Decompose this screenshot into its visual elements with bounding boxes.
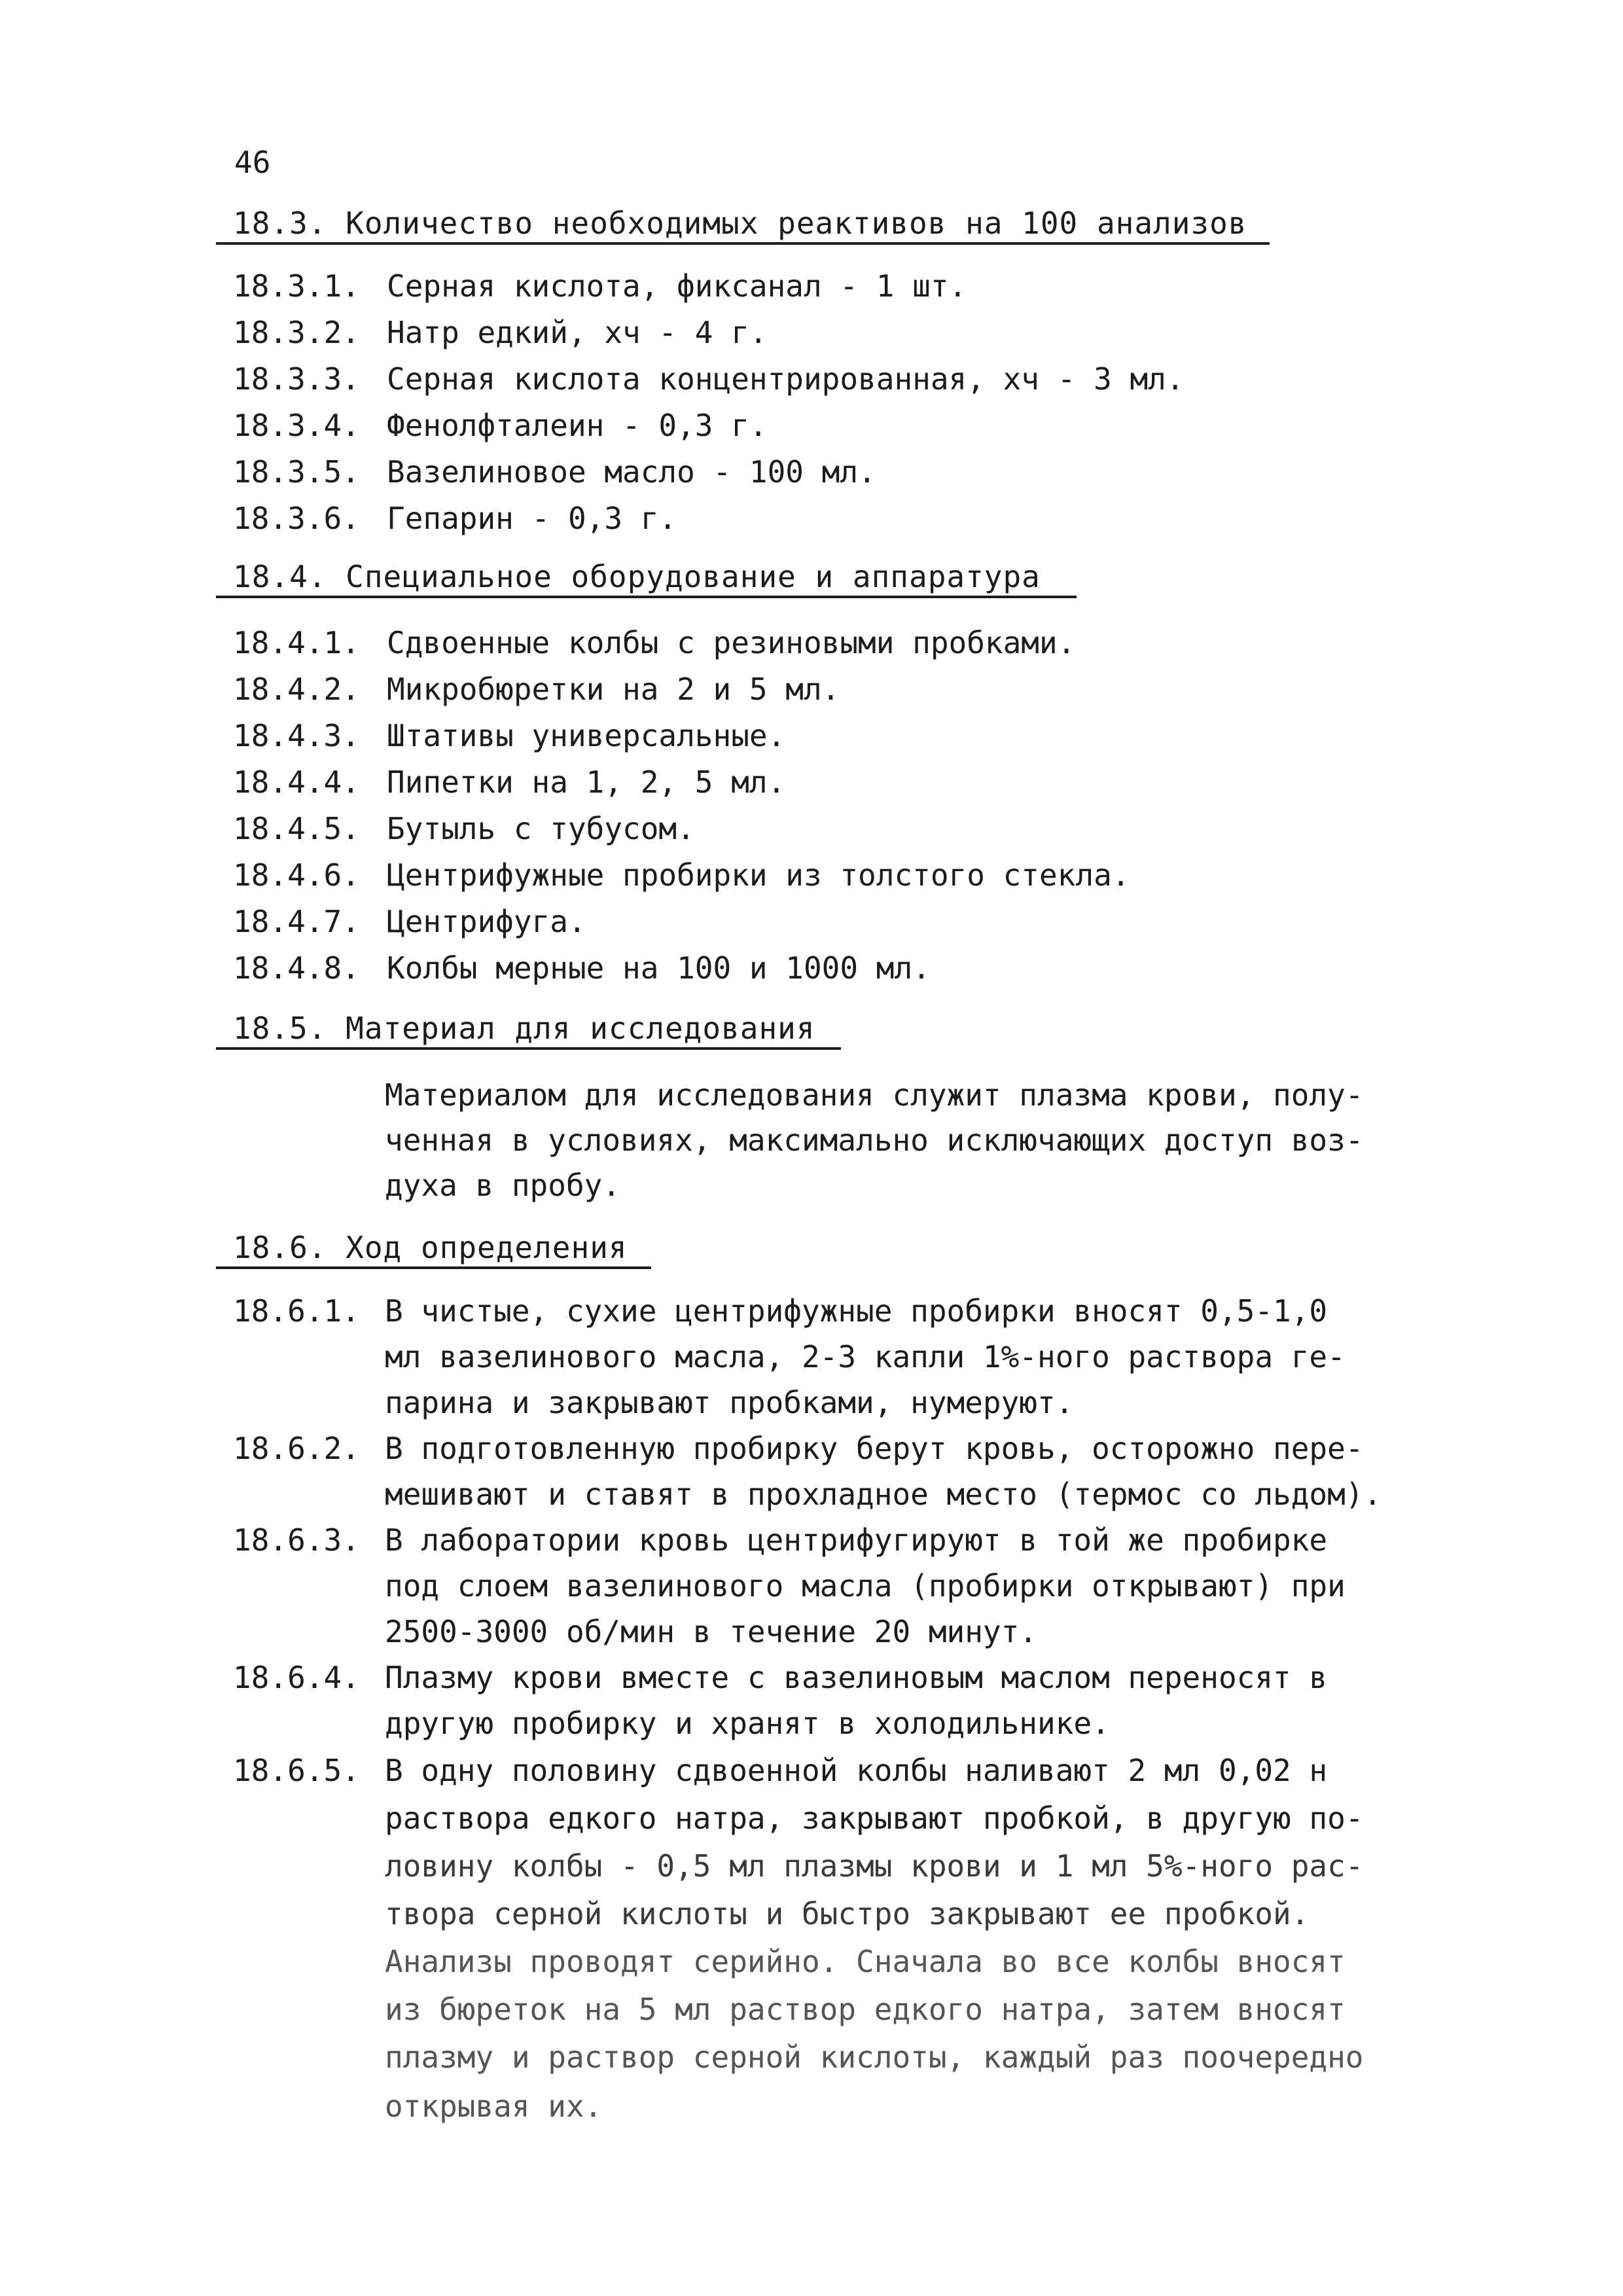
step-text-line: Плазму крови вместе с вазелиновым маслом переносят в [385,1660,1328,1695]
item-number: 18.4.1. [233,625,360,660]
item-text: Центрифужные пробирки из толстого стекла. [387,857,1130,893]
list-item [233,668,840,710]
item-number: 18.4.7. [233,904,360,939]
item-number: 18.4.8. [233,950,360,986]
step-text-line: раствора едкого натра, закрывают пробкой, в другую по- [385,1801,1364,1836]
item-text: Сдвоенные колбы с резиновыми пробками. [387,625,1076,660]
item-text: Микробюретки на 2 и 5 мл. [387,672,840,707]
step-number: 18.6.1. [233,1293,360,1329]
step-text-line: Анализы проводят серийно. Сначала во все колбы вносят [385,1944,1346,1979]
paragraph-line: Материалом для исследования служит плазма крови, полу- [385,1077,1364,1113]
item-text: Колбы мерные на 100 и 1000 мл. [387,950,931,986]
step-text-line: В одну половину сдвоенной колбы наливают 2 мл 0,02 н [385,1753,1328,1788]
step-text-line: другую пробирку и хранят в холодильнике. [385,1706,1110,1741]
item-text: Серная кислота концентрированная, хч - 3 мл. [387,361,1185,397]
item-number: 18.4.6. [233,857,360,893]
list-item [233,404,768,446]
list-item [233,451,876,493]
heading-underline [216,1047,841,1050]
item-text: Вазелиновое масло - 100 мл. [387,454,876,490]
step-text-line: парина и закрывают пробками, нумеруют. [385,1385,1074,1420]
item-number: 18.3.4. [233,408,360,443]
item-text: Центрифуга. [387,904,586,939]
list-item [233,622,1075,664]
step-text-line: плазму и раствор серной кислоты, каждый раз поочередно [385,2039,1364,2075]
list-item [233,761,785,803]
list-item [233,901,586,942]
item-number: 18.4.5. [233,811,360,846]
step-number: 18.6.3. [233,1522,360,1558]
step-text-line: из бюреток на 5 мл раствор едкого натра, затем вносят [385,1992,1346,2027]
list-item [233,312,768,353]
step-text-line: твора серной кислоты и быстро закрывают ее пробкой. [385,1896,1310,1931]
step-text-line: под слоем вазелинового масла (пробирки открывают) при [385,1568,1346,1604]
item-number: 18.3.6. [233,501,360,536]
list-item [233,497,677,539]
page-number: 46 [234,145,271,180]
heading-underline [216,1266,651,1269]
list-item [233,358,1185,400]
item-number: 18.3.2. [233,315,360,350]
list-item [233,715,785,757]
item-text: Бутыль с тубусом. [387,811,695,846]
item-number: 18.3.5. [233,454,360,490]
step-text-line: В чистые, сухие центрифужные пробирки вносят 0,5-1,0 [385,1293,1328,1329]
step-text-line: 2500-3000 об/мин в течение 20 минут. [385,1614,1037,1649]
item-number: 18.4.3. [233,718,360,753]
step-text-line: В подготовленную пробирку берут кровь, осторожно пере- [385,1431,1364,1466]
section-heading-reagents: 18.3. Количество необходимых реактивов на 100 анализов [233,206,1247,241]
step-number: 18.6.4. [233,1660,360,1695]
heading-underline [216,596,1077,598]
step-number: 18.6.5. [233,1753,360,1788]
section-heading-procedure: 18.6. Ход определения [233,1230,628,1265]
section-heading-material: 18.5. Материал для исследования [233,1011,815,1046]
item-number: 18.3.1. [233,268,360,304]
step-text-line: ловину колбы - 0,5 мл плазмы крови и 1 мл 5%-ного рас- [385,1848,1364,1884]
item-text: Серная кислота, фиксанал - 1 шт. [387,268,967,304]
item-number: 18.3.3. [233,361,360,397]
item-number: 18.4.4. [233,764,360,800]
item-text: Гепарин - 0,3 г. [387,501,677,536]
item-number: 18.4.2. [233,672,360,707]
list-item [233,265,967,307]
item-text: Пипетки на 1, 2, 5 мл. [387,764,786,800]
item-text: Натр едкий, хч - 4 г. [387,315,768,350]
heading-underline [216,242,1270,245]
list-item [233,854,1130,896]
section-heading-equipment: 18.4. Специальное оборудование и аппаратура [233,559,1041,594]
paragraph-line: ченная в условиях, максимально исключающих доступ воз- [385,1122,1364,1158]
paragraph-line: духа в пробу. [385,1168,621,1203]
step-text-line: мешивают и ставят в прохладное место (термос со льдом). [385,1477,1382,1512]
list-item [233,808,695,850]
item-text: Штативы универсальные. [387,718,786,753]
step-number: 18.6.2. [233,1431,360,1466]
step-text-line: В лаборатории кровь центрифугируют в той же пробирке [385,1522,1328,1558]
item-text: Фенолфталеин - 0,3 г. [387,408,768,443]
step-text-line: мл вазелинового масла, 2-3 капли 1%-ного раствора ге- [385,1339,1346,1374]
step-text-line: открывая их. [385,2089,603,2124]
list-item [233,947,931,989]
